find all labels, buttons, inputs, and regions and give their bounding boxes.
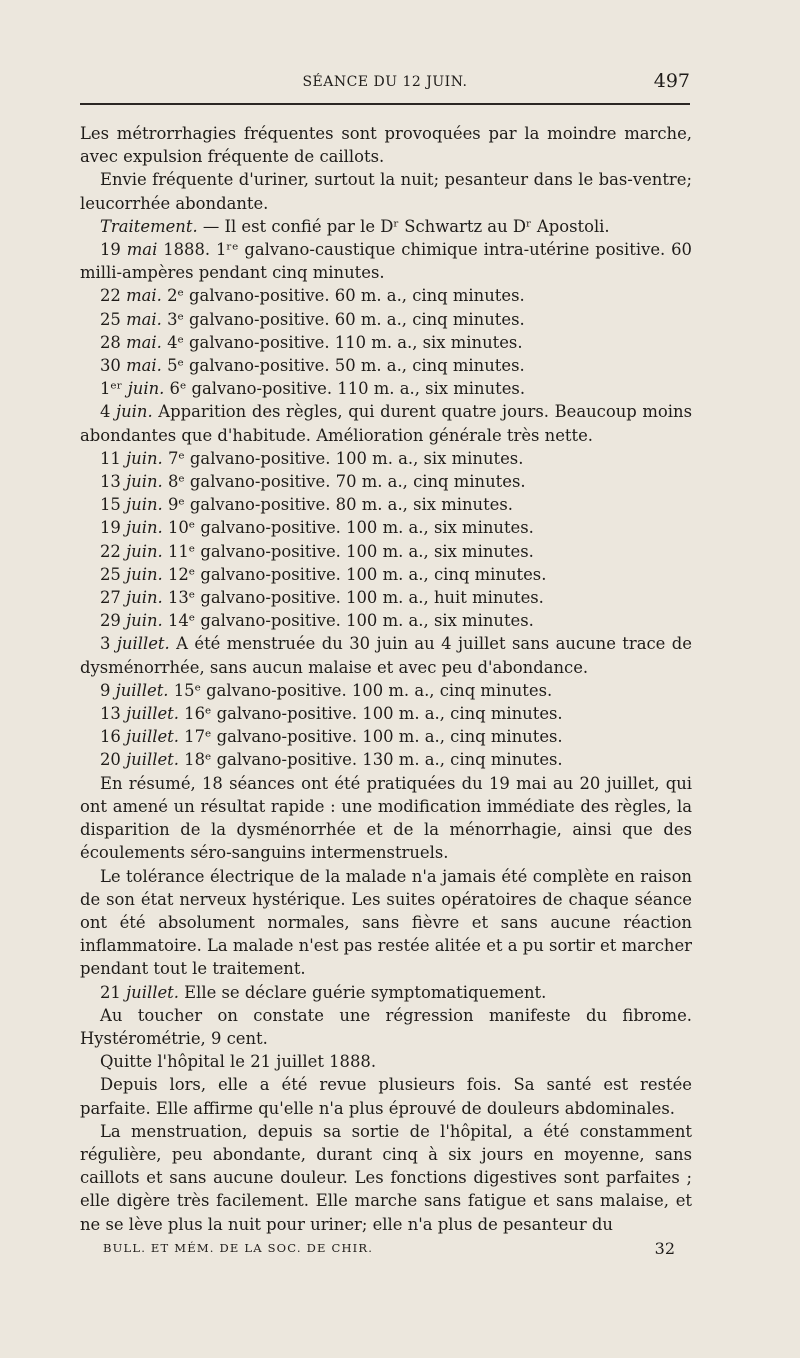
paragraph [80, 493, 692, 516]
entry-day: 9 [100, 680, 116, 700]
page-footer [103, 1241, 675, 1261]
paragraph-text: En résumé, 18 séances ont été pratiquées du 19 mai au 20 juillet, qui ont amené un résultat rapide : une modification immédiate des règles, la disparition de la dysménorrhée et de la ménorrhagie, ainsi que des écoulements séro-sanguins intermenstruels. [80, 773, 692, 863]
entry-date: juin. [116, 402, 153, 422]
paragraph [80, 725, 692, 748]
paragraph [80, 540, 692, 563]
paragraph-text: 5ᵉ galvano-positive. 50 m. a., cinq minutes. [161, 356, 525, 376]
paragraph-text: Quitte l'hôpital le 21 juillet 1888. [100, 1052, 377, 1072]
entry-day: 28 [100, 332, 127, 352]
entry-date: juin. [126, 541, 163, 561]
paragraph-text: Les métrorrhagies fréquentes sont provoquées par la moindre marche, avec expulsion fréquente de caillots. [80, 124, 692, 167]
entry-day: 22 [100, 286, 127, 306]
paragraph [80, 447, 692, 470]
entry-date: Traitement. [100, 216, 198, 236]
paragraph [80, 377, 692, 400]
paragraph [80, 609, 692, 632]
paragraph [80, 981, 692, 1004]
paragraph [80, 632, 692, 678]
paragraph-text: 12ᵉ galvano-positive. 100 m. a., cinq minutes. [162, 564, 547, 584]
paragraph-text: 10ᵉ galvano-positive. 100 m. a., six minutes. [162, 518, 534, 538]
entry-date: juillet. [126, 727, 179, 747]
paragraph [80, 748, 692, 771]
entry-day: 29 [100, 611, 127, 631]
entry-date: juillet. [126, 704, 179, 724]
paragraph [80, 122, 692, 168]
paragraph [80, 516, 692, 539]
running-title: SÉANCE DU 12 JUIN. [302, 74, 468, 90]
entry-day: 3 [100, 634, 117, 654]
entry-day: 30 [100, 356, 127, 376]
paragraph-text: 9ᵉ galvano-positive. 80 m. a., six minutes. [162, 495, 513, 515]
paragraph [80, 354, 692, 377]
entry-day: 16 [100, 727, 127, 747]
entry-date: juillet. [126, 750, 179, 770]
paragraph-text: 1888. 1ʳᵉ galvano-caustique chimique intra-utérine positive. 60 milli-ampères pendant cinq minutes. [80, 240, 692, 283]
entry-date: juin. [126, 564, 163, 584]
paragraph [80, 1073, 692, 1119]
paragraph [80, 563, 692, 586]
entry-day: 21 [100, 982, 127, 1002]
paragraph-text: 18ᵉ galvano-positive. 130 m. a., cinq minutes. [178, 750, 563, 770]
entry-day: 11 [100, 448, 127, 468]
paragraph [80, 1004, 692, 1050]
entry-day: 27 [100, 588, 127, 608]
paragraph [80, 168, 692, 214]
paragraph-text: 17ᵉ galvano-positive. 100 m. a., cinq minutes. [178, 727, 563, 747]
paragraph [80, 865, 692, 981]
paragraph-text: 3ᵉ galvano-positive. 60 m. a., cinq minutes. [161, 309, 525, 329]
entry-date: juillet. [115, 680, 169, 700]
paragraph-text: A été menstruée du 30 juin au 4 juillet sans aucune trace de dysménorrhée, sans aucun malaise et avec peu d'abondance. [80, 634, 692, 677]
entry-date: juin. [126, 495, 163, 515]
entry-day: 1ᵉʳ [100, 379, 128, 399]
paragraph [80, 1120, 692, 1236]
entry-date: mai. [126, 286, 162, 306]
paragraph-text: 8ᵉ galvano-positive. 70 m. a., cinq minutes. [162, 472, 526, 492]
paragraph-text: 2ᵉ galvano-positive. 60 m. a., cinq minutes. [161, 286, 525, 306]
paragraph-text: 16ᵉ galvano-positive. 100 m. a., cinq minutes. [178, 704, 563, 724]
entry-date: juin. [126, 588, 163, 608]
paragraph [80, 1050, 692, 1073]
page-number: 497 [653, 70, 690, 92]
paragraph [80, 238, 692, 284]
entry-date: mai [126, 240, 158, 260]
paragraph [80, 331, 692, 354]
entry-day: 13 [100, 472, 127, 492]
body-text [80, 122, 692, 1236]
entry-day: 25 [100, 309, 127, 329]
paragraph-text: 14ᵉ galvano-positive. 100 m. a., six minutes. [162, 611, 534, 631]
entry-date: mai. [126, 332, 162, 352]
paragraph-text: 15ᵉ galvano-positive. 100 m. a., cinq minutes. [168, 680, 553, 700]
paragraph-text: La menstruation, depuis sa sortie de l'hôpital, a été constamment régulière, peu abondante, durant cinq à six jours en moyenne, sans caillots et sans aucune douleur. Les fonctions digestives sont parfaites ; elle digère très facilement. Elle marche sans fatigue et sans malaise, et ne se lève plus la nuit pour uriner; elle n'a plus de pesanteur du [80, 1121, 692, 1234]
entry-day: 4 [100, 402, 117, 422]
paragraph-text: Depuis lors, elle a été revue plusieurs fois. Sa santé est restée parfaite. Elle affirme qu'elle n'a plus éprouvé de douleurs abdominales. [80, 1075, 692, 1118]
entry-day: 20 [100, 750, 127, 770]
paragraph [80, 308, 692, 331]
journal-signature: BULL. ET MÉM. DE LA SOC. DE CHIR. [103, 1241, 374, 1255]
paragraph [80, 470, 692, 493]
paragraph [80, 586, 692, 609]
entry-day: 13 [100, 704, 127, 724]
paragraph-text: 11ᵉ galvano-positive. 100 m. a., six minutes. [162, 541, 534, 561]
page-header [80, 70, 690, 100]
paragraph-text: Envie fréquente d'uriner, surtout la nuit; pesanteur dans le bas-ventre; leucorrhée abondante. [80, 170, 692, 213]
paragraph-text: Au toucher on constate une régression manifeste du fibrome. Hystérométrie, 9 cent. [80, 1005, 692, 1048]
entry-date: juin. [126, 448, 163, 468]
entry-day: 22 [100, 541, 127, 561]
entry-date: mai. [126, 356, 162, 376]
paragraph-text: — Il est confié par le Dʳ Schwartz au Dʳ Apostoli. [197, 216, 610, 236]
entry-date: juillet. [116, 634, 170, 654]
paragraph-text: Elle se déclare guérie symptomatiquement. [178, 982, 547, 1002]
paragraph [80, 284, 692, 307]
paragraph [80, 702, 692, 725]
entry-day: 25 [100, 564, 127, 584]
entry-date: juin. [126, 611, 163, 631]
paragraph-text: 6ᵉ galvano-positive. 110 m. a., six minutes. [164, 379, 526, 399]
entry-date: juin. [127, 379, 165, 399]
paragraph-text: Le tolérance électrique de la malade n'a jamais été complète en raison de son état nerveux hystérique. Les suites opératoires de chaque séance ont été absolument normales, sans fièvre et sans aucune réaction inflammatoire. La malade n'est pas restée alitée et a pu sortir et marcher pendant tout le traitement. [80, 866, 692, 979]
header-rule [80, 103, 690, 105]
entry-date: juin. [126, 472, 163, 492]
paragraph-text: 13ᵉ galvano-positive. 100 m. a., huit minutes. [162, 588, 544, 608]
paragraph-text: 4ᵉ galvano-positive. 110 m. a., six minutes. [161, 332, 523, 352]
entry-date: mai. [126, 309, 162, 329]
paragraph [80, 400, 692, 446]
entry-date: juin. [126, 518, 163, 538]
entry-day: 19 [100, 240, 127, 260]
paragraph [80, 772, 692, 865]
paragraph [80, 679, 692, 702]
paragraph-text: 7ᵉ galvano-positive. 100 m. a., six minutes. [162, 448, 524, 468]
signature-number: 32 [654, 1239, 675, 1258]
entry-day: 19 [100, 518, 127, 538]
entry-date: juillet. [126, 982, 179, 1002]
entry-day: 15 [100, 495, 127, 515]
paragraph-text: Apparition des règles, qui durent quatre jours. Beaucoup moins abondantes que d'habitude. Amélioration générale très nette. [80, 402, 692, 445]
paragraph [80, 215, 692, 238]
